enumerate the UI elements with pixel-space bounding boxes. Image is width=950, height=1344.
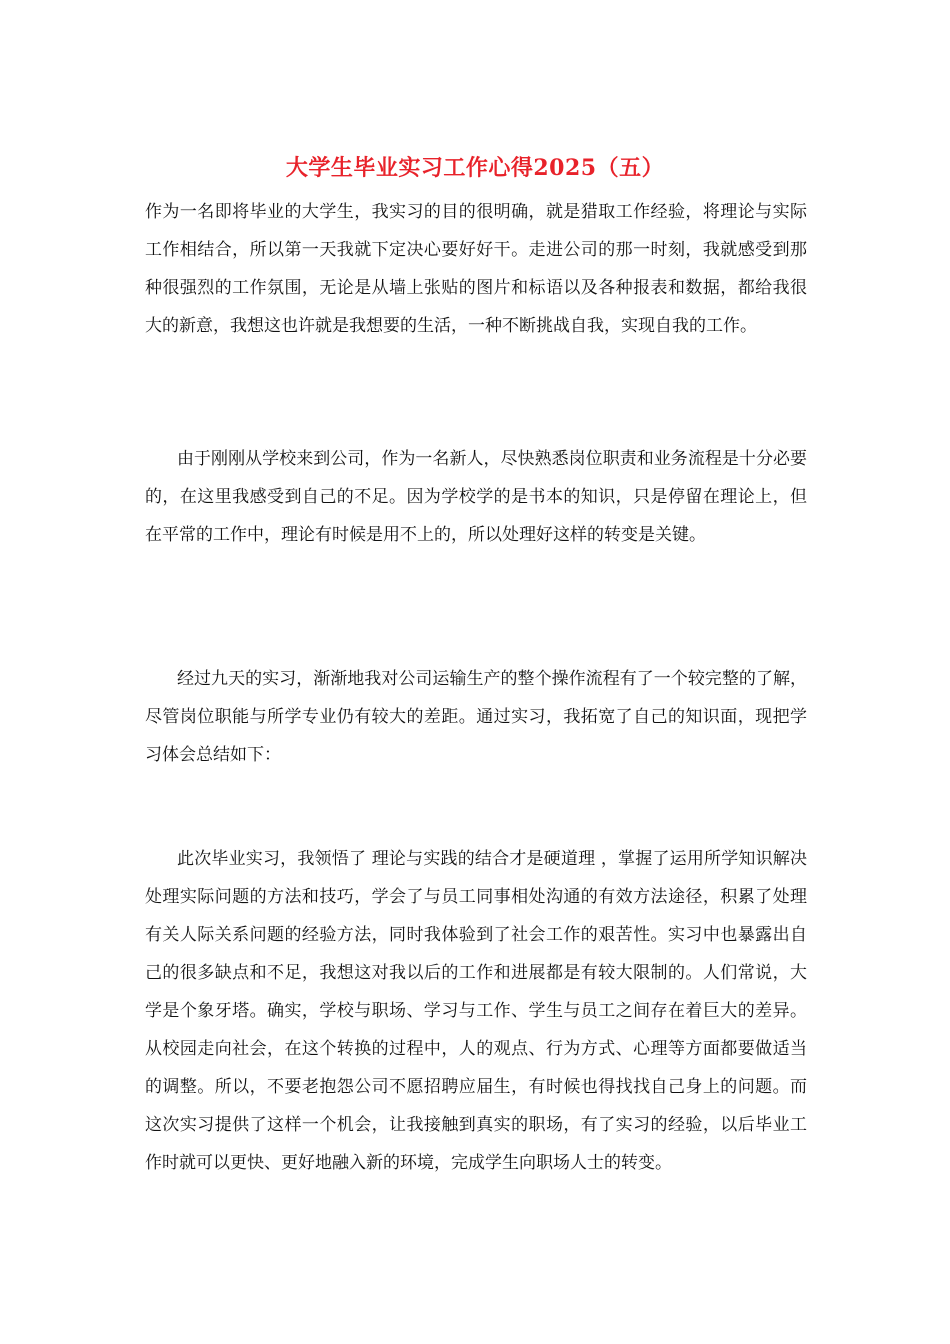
document-title: 大学生毕业实习工作心得2025（五） — [285, 155, 665, 181]
paragraph-4: 此次毕业实习，我领悟了 理论与实践的结合才是硬道理 ，掌握了运用所学知识解决处理实际问题的方法和技巧，学会了与员工同事相处沟通的有效方法途径，积累了处理有关人际关系问题的经验方法，同时我体验到了社会工作的艰苦性。实习中也暴露出自己的很多缺点和不足，我想这对我以后的工作和进展都是有较大限制的。人们常说，大学是个象牙塔。确实，学校与职场、学习与工作、学生与员工之间存在着巨大的差异。从校园走向社会，在这个转换的过程中，人的观点、行为方式、心理等方面都要做适当的调整。所以，不要老抱怨公司不愿招聘应届生，有时候也得找找自己身上的问题。而这次实习提供了这样一个机会，让我接触到真实的职场，有了实习的经验，以后毕业工作时就可以更快、更好地融入新的环境，完成学生向职场人士的转变。 — [145, 849, 807, 1173]
paragraph-1: 作为一名即将毕业的大学生，我实习的目的很明确，就是猎取工作经验，将理论与实际工作相结合，所以第一天我就下定决心要好好干。走进公司的那一时刻，我就感受到那种很强烈的工作氛围，无论是从墙上张贴的图片和标语以及各种报表和数据，都给我很大的新意，我想这也许就是我想要的生活，一种不断挑战自我，实现自我的工作。 — [145, 202, 807, 336]
paragraph-3: 经过九天的实习，渐渐地我对公司运输生产的整个操作流程有了一个较完整的了解，尽管岗位职能与所学专业仍有较大的差距。通过实习，我拓宽了自己的知识面，现把学习体会总结如下： — [145, 669, 807, 765]
paragraph-2: 由于刚刚从学校来到公司，作为一名新人，尽快熟悉岗位职责和业务流程是十分必要的，在这里我感受到自己的不足。因为学校学的是书本的知识，只是停留在理论上，但在平常的工作中，理论有时候是用不上的，所以处理好这样的转变是关键。 — [145, 449, 807, 545]
